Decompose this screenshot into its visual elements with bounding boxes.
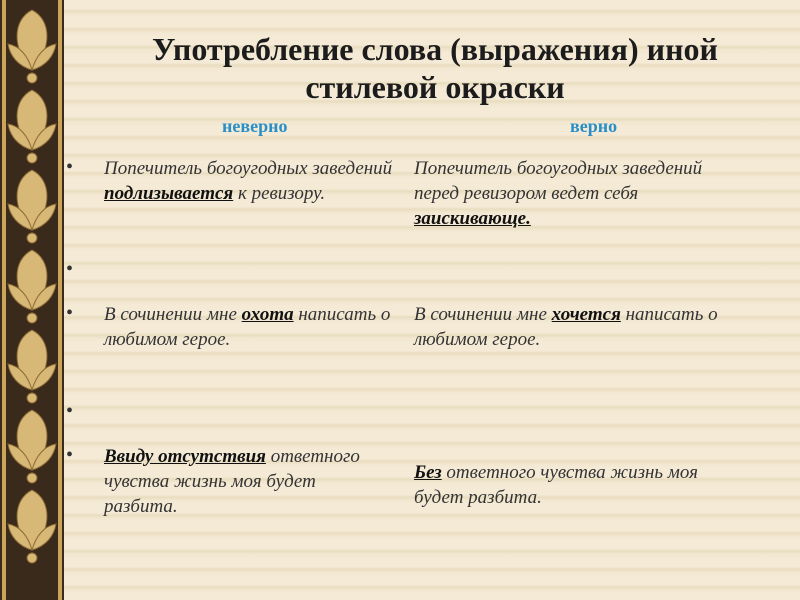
highlighted-word: хочется bbox=[551, 304, 621, 325]
text: В сочинении мне bbox=[414, 304, 552, 325]
bullet: • bbox=[66, 444, 74, 466]
text: написать о любимом герое. bbox=[414, 304, 718, 350]
column-header-right: верно bbox=[570, 116, 618, 136]
page-title: Употребление слова (выражения) иной стилевой окраски bbox=[152, 31, 718, 105]
bullet: • bbox=[66, 302, 74, 324]
text: к ревизору. bbox=[233, 183, 326, 204]
column-header-wrong: неверно bbox=[222, 116, 288, 136]
highlighted-word: Ввиду отсутствия bbox=[104, 446, 266, 467]
text: ответного чувства жизнь моя будет разбита. bbox=[104, 446, 360, 517]
example-right-3 bbox=[414, 460, 734, 510]
text: ответного чувства жизнь моя будет разбита. bbox=[414, 462, 699, 508]
leaf-ornament-icon bbox=[0, 0, 64, 600]
highlighted-word: охота bbox=[241, 304, 294, 325]
bullet: • bbox=[66, 400, 74, 422]
example-right-1 bbox=[414, 156, 734, 231]
example-wrong-1 bbox=[104, 156, 394, 206]
highlighted-word: Без bbox=[414, 462, 442, 483]
text: В сочинении мне bbox=[104, 304, 242, 325]
ornamental-leaf-border-icon bbox=[0, 0, 64, 600]
highlighted-word: заискивающе. bbox=[414, 208, 531, 229]
bullet: • bbox=[66, 258, 74, 280]
example-right-2 bbox=[414, 302, 734, 352]
text: написать о любимом герое. bbox=[104, 304, 391, 350]
example-wrong-2 bbox=[104, 302, 394, 352]
bullet: • bbox=[66, 156, 74, 178]
text: Попечитель богоугодных заведений перед ревизором ведет себя bbox=[414, 158, 703, 204]
text: Попечитель богоугодных заведений bbox=[104, 158, 393, 179]
example-wrong-3 bbox=[104, 444, 394, 519]
highlighted-word: подлизывается bbox=[104, 183, 234, 204]
